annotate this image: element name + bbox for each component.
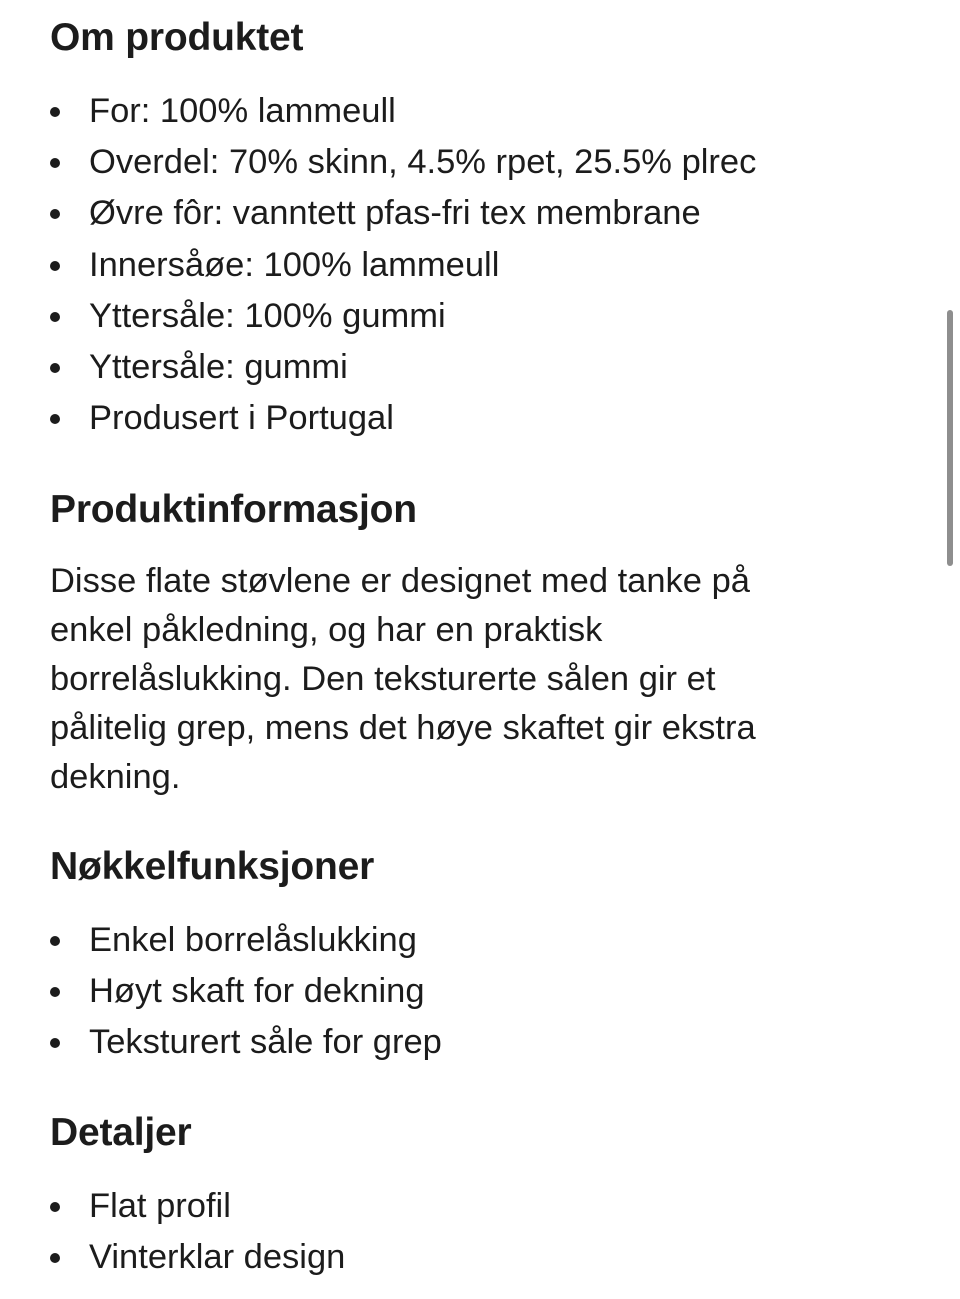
list-item: Vinterklar design	[50, 1232, 345, 1283]
section-title-about: Om produktet	[50, 16, 304, 59]
key-features-list	[50, 915, 442, 1069]
bullet-icon	[50, 414, 60, 424]
bullet-icon	[50, 936, 60, 946]
bullet-icon	[50, 312, 60, 322]
list-item: Høyt skaft for dekning	[50, 966, 442, 1017]
list-item: For: 100% lammeull	[50, 86, 756, 137]
list-item: Flat profil	[50, 1181, 345, 1232]
bullet-icon	[50, 1253, 60, 1263]
list-item: Innersåøe: 100% lammeull	[50, 240, 756, 291]
list-item: Teksturert såle for grep	[50, 1017, 442, 1068]
bullet-icon	[50, 987, 60, 997]
details-list	[50, 1181, 345, 1283]
section-title-product-info: Produktinformasjon	[50, 488, 417, 531]
list-item: Øvre fôr: vanntett pfas-fri tex membrane	[50, 188, 756, 239]
list-item: Produsert i Portugal	[50, 393, 756, 444]
list-item: Enkel borrelåslukking	[50, 915, 442, 966]
about-list	[50, 86, 756, 444]
list-item: Yttersåle: 100% gummi	[50, 291, 756, 342]
section-title-key-features: Nøkkelfunksjoner	[50, 845, 375, 888]
vertical-scrollbar[interactable]	[947, 310, 953, 566]
bullet-icon	[50, 261, 60, 271]
bullet-icon	[50, 158, 60, 168]
bullet-icon	[50, 1202, 60, 1212]
bullet-icon	[50, 107, 60, 117]
product-info-text: Disse flate støvlene er designet med tanke på enkel påkledning, og har en praktisk borrelåslukking. Den teksturerte sålen gir et pålitelig grep, mens det høye skaftet gir ekstra dekning.	[50, 562, 756, 796]
list-item: Overdel: 70% skinn, 4.5% rpet, 25.5% plrec	[50, 137, 756, 188]
bullet-icon	[50, 209, 60, 219]
section-title-details: Detaljer	[50, 1111, 192, 1154]
list-item: Yttersåle: gummi	[50, 342, 756, 393]
bullet-icon	[50, 1038, 60, 1048]
bullet-icon	[50, 363, 60, 373]
